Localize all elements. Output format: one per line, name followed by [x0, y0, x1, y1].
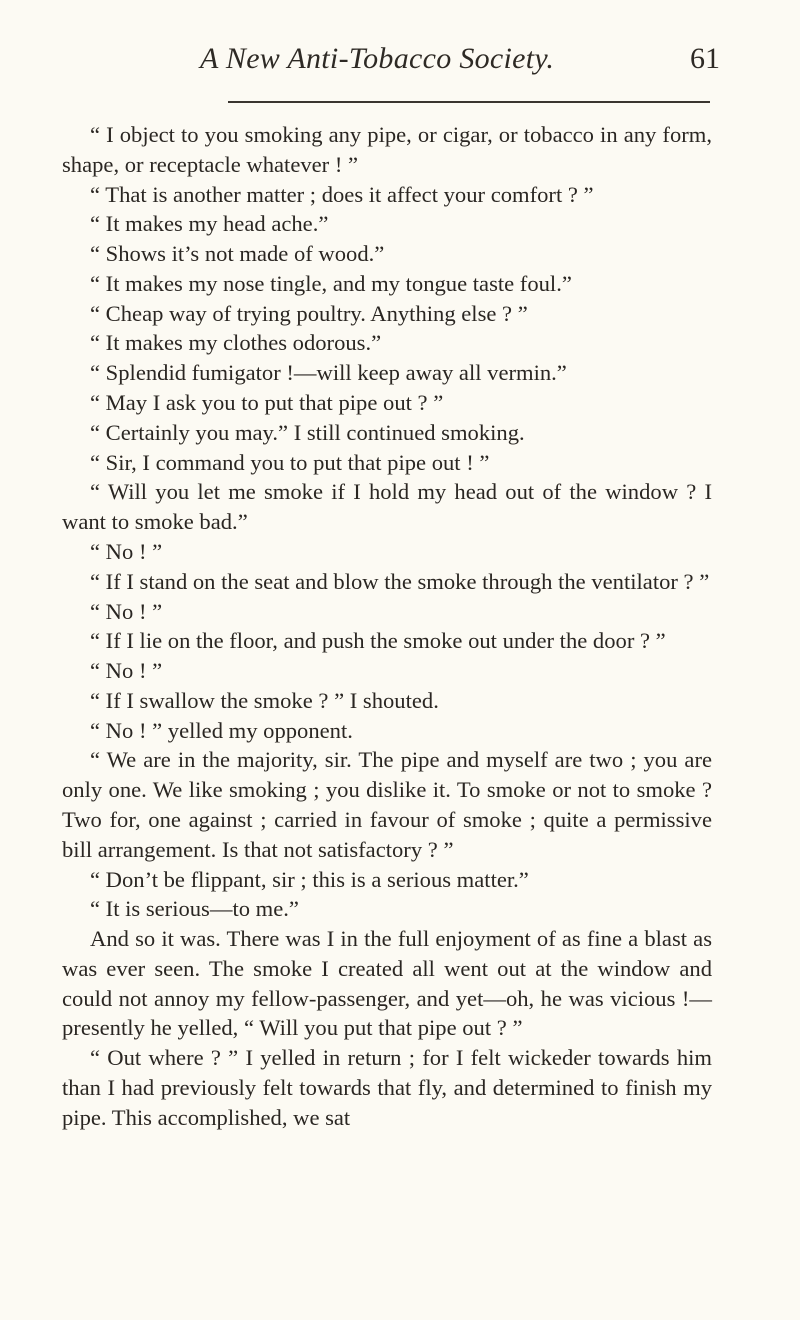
paragraph: “ If I stand on the seat and blow the smoke through the ventilator ? ” — [90, 568, 710, 594]
paragraph: “ Shows it’s not made of wood.” — [90, 241, 385, 267]
paragraph: “ I object to you smoking any pipe, or cigar, or tobacco in any form, shape, or receptacle whatever ! ” — [62, 122, 712, 177]
paragraph: “ No ! ” yelled my opponent. — [90, 717, 353, 743]
paragraph: “ That is another matter ; does it affect your comfort ? ” — [90, 181, 594, 207]
running-title: A New Anti-Tobacco Society. — [200, 42, 555, 75]
paragraph: “ Splendid fumigator !—will keep away all vermin.” — [90, 360, 567, 386]
paragraph: “ Certainly you may.” I still continued smoking. — [90, 419, 525, 445]
paragraph: “ Cheap way of trying poultry. Anything else ? ” — [90, 300, 528, 326]
running-header — [200, 42, 740, 82]
paragraph: “ Sir, I command you to put that pipe out ! ” — [90, 449, 490, 475]
paragraph: “ Will you let me smoke if I hold my head out of the window ? I want to smoke bad.” — [62, 479, 712, 535]
paragraph: “ No ! ” — [90, 538, 163, 564]
paragraph: “ It makes my nose tingle, and my tongue taste foul.” — [90, 270, 572, 296]
paragraph: “ If I swallow the smoke ? ” I shouted. — [90, 687, 439, 713]
paragraph: “ No ! ” — [90, 658, 163, 684]
paragraph: “ It makes my head ache.” — [90, 211, 329, 237]
paragraph: “ No ! ” — [90, 598, 163, 624]
paragraph: “ May I ask you to put that pipe out ? ” — [90, 390, 444, 416]
paragraph: “ If I lie on the floor, and push the smoke out under the door ? ” — [90, 628, 666, 654]
paragraph: “ It makes my clothes odorous.” — [90, 330, 382, 356]
paragraph: And so it was. There was I in the full enjoyment of as fine a blast as was ever seen. The smoke I created all went out at the window and could not annoy my fellow-passenger, and yet—oh, he was vicious !—presently he yelled, “ Will you put that pipe out ? ” — [62, 926, 712, 1041]
page-number: 61 — [690, 42, 720, 75]
body-text — [62, 120, 712, 1133]
paragraph: “ It is serious—to me.” — [90, 896, 299, 922]
header-rule — [228, 101, 710, 103]
paragraph: “ We are in the majority, sir. The pipe and myself are two ; you are only one. We like smoking ; you dislike it. To smoke or not to smoke ? Two for, one against ; carried in favour of smoke ; quite a permissive bill arrangement. Is that not satisfactory ? ” — [62, 747, 712, 862]
paragraph: “ Out where ? ” I yelled in return ; for I felt wickeder towards him than I had previously felt towards that fly, and determined to finish my pipe. This accomplished, we sat — [62, 1045, 712, 1130]
paragraph: “ Don’t be flippant, sir ; this is a serious matter.” — [90, 866, 529, 892]
